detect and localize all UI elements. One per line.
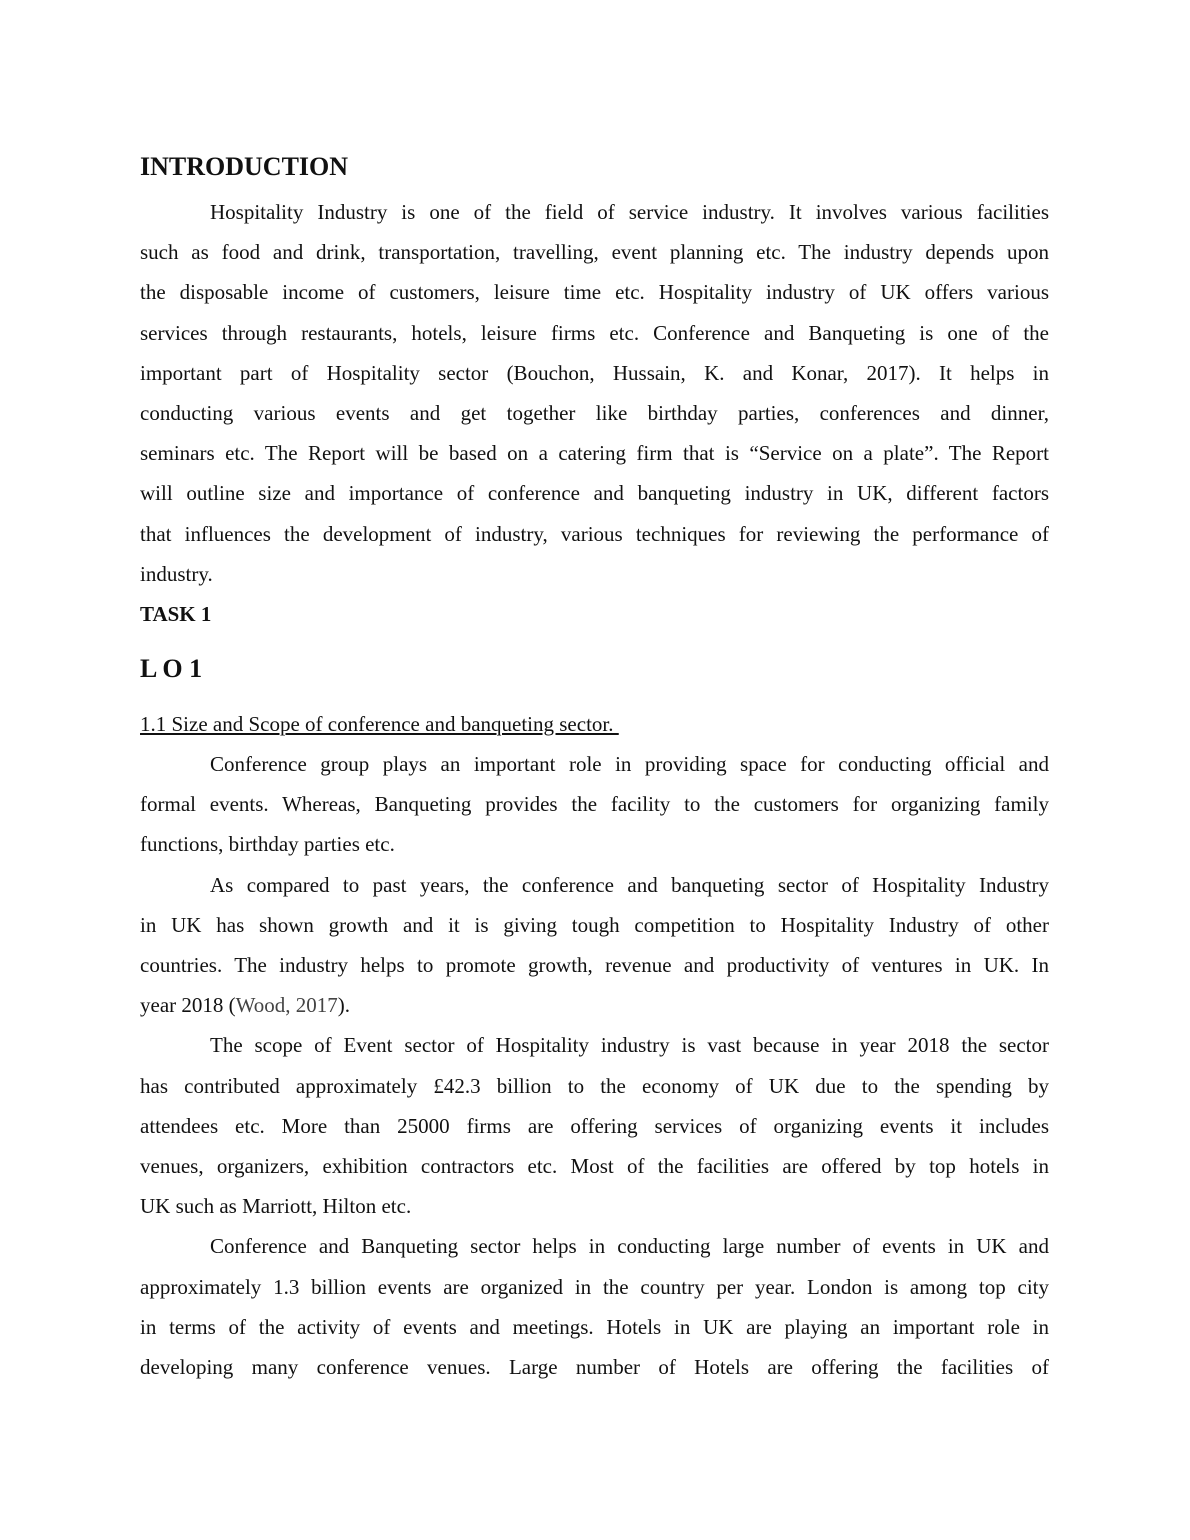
text-line: conducting various events and get together like birthday parties, conferences and dinner,: [140, 400, 1049, 425]
text-line: approximately 1.3 billion events are organized in the country per year. London is among top city: [140, 1274, 1049, 1299]
text-line: industry.: [140, 561, 213, 586]
text-line: developing many conference venues. Large number of Hotels are offering the facilities of: [140, 1354, 1049, 1379]
text-line: Hospitality Industry is one of the field of service industry. It involves various facilities: [210, 200, 1049, 224]
text-line: has contributed approximately £42.3 billion to the economy of UK due to the spending by: [140, 1073, 1049, 1098]
text-line: countries. The industry helps to promote growth, revenue and productivity of ventures in UK. In: [140, 952, 1049, 977]
text-line: Conference group plays an important role in providing space for conducting official and: [210, 752, 1049, 776]
section-subheading: 1.1 Size and Scope of conference and banqueting sector.: [140, 712, 619, 736]
text-line: [140, 985, 1049, 1025]
intro-paragraph: [140, 192, 1049, 594]
text-line: As compared to past years, the conference and banqueting sector of Hospitality Industry: [210, 872, 1049, 897]
text-line: The scope of Event sector of Hospitality industry is vast because in year 2018 the sector: [210, 1033, 1049, 1058]
paragraph-2: [140, 865, 1049, 986]
text-fragment: year 2018 (: [140, 993, 236, 1018]
text-fragment: ).: [337, 993, 351, 1018]
text-line: important part of Hospitality sector (Bouchon, Hussain, K. and Konar, 2017). It helps in: [140, 360, 1049, 385]
text-line: seminars etc. The Report will be based on a catering firm that is “Service on a plate”. The Report: [140, 441, 1049, 466]
text-line: will outline size and importance of conference and banqueting industry in UK, different factors: [140, 481, 1049, 506]
text-line: such as food and drink, transportation, travelling, event planning etc. The industry depends upon: [140, 240, 1049, 265]
paragraph-1: [140, 744, 1049, 865]
text-line: in UK has shown growth and it is giving tough competition to Hospitality Industry of other: [140, 912, 1049, 937]
text-line: the disposable income of customers, leisure time etc. Hospitality industry of UK offers various: [140, 280, 1049, 305]
paragraph-3: [140, 1025, 1049, 1226]
paragraph-4: [140, 1226, 1049, 1387]
paragraph-2-last-line: [140, 985, 1049, 1025]
text-line: that influences the development of industry, various techniques for reviewing the performance of: [140, 521, 1049, 546]
text-line: services through restaurants, hotels, leisure firms etc. Conference and Banqueting is one of the: [140, 320, 1049, 345]
text-line: Conference and Banqueting sector helps in conducting large number of events in UK and: [210, 1234, 1049, 1259]
text-line: attendees etc. More than 25000 firms are offering services of organizing events it includes: [140, 1113, 1049, 1138]
text-line: formal events. Whereas, Banqueting provides the facility to the customers for organizing family: [140, 792, 1049, 817]
lo-heading: L O 1: [140, 654, 203, 683]
text-line: venues, organizers, exhibition contractors etc. Most of the facilities are offered by top hotels in: [140, 1153, 1049, 1178]
text-line: functions, birthday parties etc.: [140, 832, 395, 857]
task-heading: TASK 1: [140, 602, 212, 626]
text-line: UK such as Marriott, Hilton etc.: [140, 1194, 412, 1219]
citation: Wood, 2017: [235, 993, 338, 1018]
introduction-heading: INTRODUCTION: [140, 152, 349, 181]
text-line: in terms of the activity of events and meetings. Hotels in UK are playing an important role in: [140, 1314, 1049, 1339]
